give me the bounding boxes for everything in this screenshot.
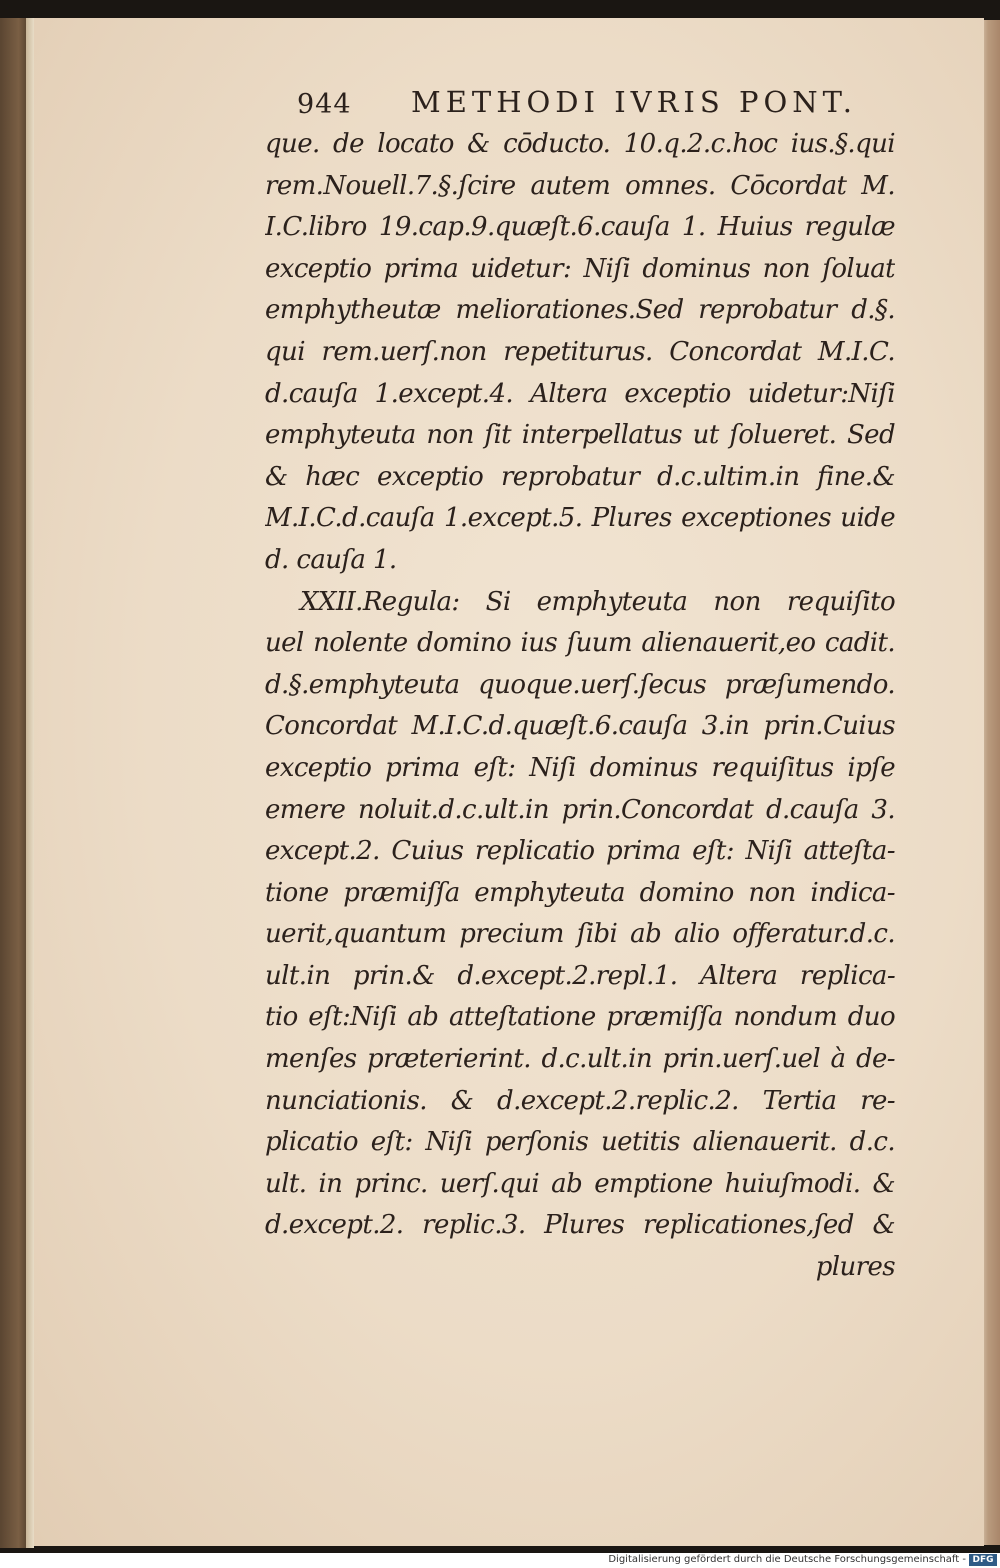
funding-note: Digitalisierung gefördert durch die Deutsche Forschungsgemeinschaft - (608, 1554, 966, 1565)
text-line: & hæc exceptio reprobatur d.c.ultim.in fine.& (265, 461, 895, 492)
text-line: M.I.C.d.cauſa 1.except.5. Plures exceptiones uide (265, 503, 895, 534)
page-header (265, 62, 935, 124)
text-line: plicatio eſt: Niſi perſonis uetitis alienauerit. d.c. (265, 1127, 895, 1158)
rule-heading-line: XXII.Regula: Si emphyteuta non requiſito (300, 586, 895, 617)
text-line: tione præmiſſa emphyteuta domino non indica- (265, 877, 895, 908)
text-line: que. de locato & cōducto. 10.q.2.c.hoc ius.§.qui (265, 129, 895, 159)
page-edge (26, 18, 34, 1548)
text-line: ult.in prin.& d.except.2.repl.1. Altera replica- (265, 960, 895, 991)
text-line: except.2. Cuius replicatio prima eſt: Niſi atteſta- (265, 836, 895, 867)
text-line: rem.Nouell.7.§.ſcire autem omnes. Cōcordat M. (265, 170, 895, 201)
dfg-logo: DFG (969, 1554, 997, 1566)
running-head: METHODI IVRIS PONT. (411, 85, 857, 119)
text-block (265, 62, 935, 1289)
text-line: ult. in princ. uerſ.qui ab emptione huiuſmodi. & (265, 1168, 895, 1199)
text-line: d.cauſa 1.except.4. Altera exceptio uidetur:Niſi (265, 378, 895, 409)
text-line: emphyteuta non ſit interpellatus ut ſolueret. Sed (265, 420, 895, 451)
text-line: exceptio prima eſt: Niſi dominus requiſitus ipſe (265, 752, 895, 783)
text-line: emere noluit.d.c.ult.in prin.Concordat d.cauſa 3. (265, 794, 895, 825)
text-line: Concordat M.I.C.d.quæſt.6.cauſa 3.in prin.Cuius (265, 711, 895, 742)
text-line: d.§.emphyteuta quoque.uerſ.ſecus præſumendo. (265, 669, 895, 700)
text-line: nunciationis. & d.except.2.replic.2. Tertia re- (265, 1085, 895, 1116)
text-line: d.except.2. replic.3. Plures replicationes,ſed & (265, 1210, 895, 1241)
text-line: tio eſt:Niſi ab atteſtatione præmiſſa nondum duo (265, 1002, 895, 1033)
text-line: d. cauſa 1. (265, 544, 397, 575)
catchword: plures (815, 1252, 895, 1283)
text-line: I.C.libro 19.cap.9.quæſt.6.cauſa 1. Huius regulæ (265, 212, 895, 243)
text-line: qui rem.uerſ.non repetiturus. Concordat M.I.C. (265, 336, 895, 367)
text-line: uerit,quantum precium ſibi ab alio offeratur.d.c. (265, 919, 895, 950)
page-number: 944 (297, 89, 352, 120)
text-line: menſes præterierint. d.c.ult.in prin.uerſ.uel à de- (265, 1044, 895, 1075)
text-line: emphytheutæ meliorationes.Sed reprobatur d.§. (265, 295, 895, 326)
footer-bar (0, 1553, 1000, 1568)
text-line: uel nolente domino ius ſuum alienauerit,eo cadit. (265, 628, 895, 659)
text-line: exceptio prima uidetur: Niſi dominus non ſoluat (265, 253, 895, 284)
